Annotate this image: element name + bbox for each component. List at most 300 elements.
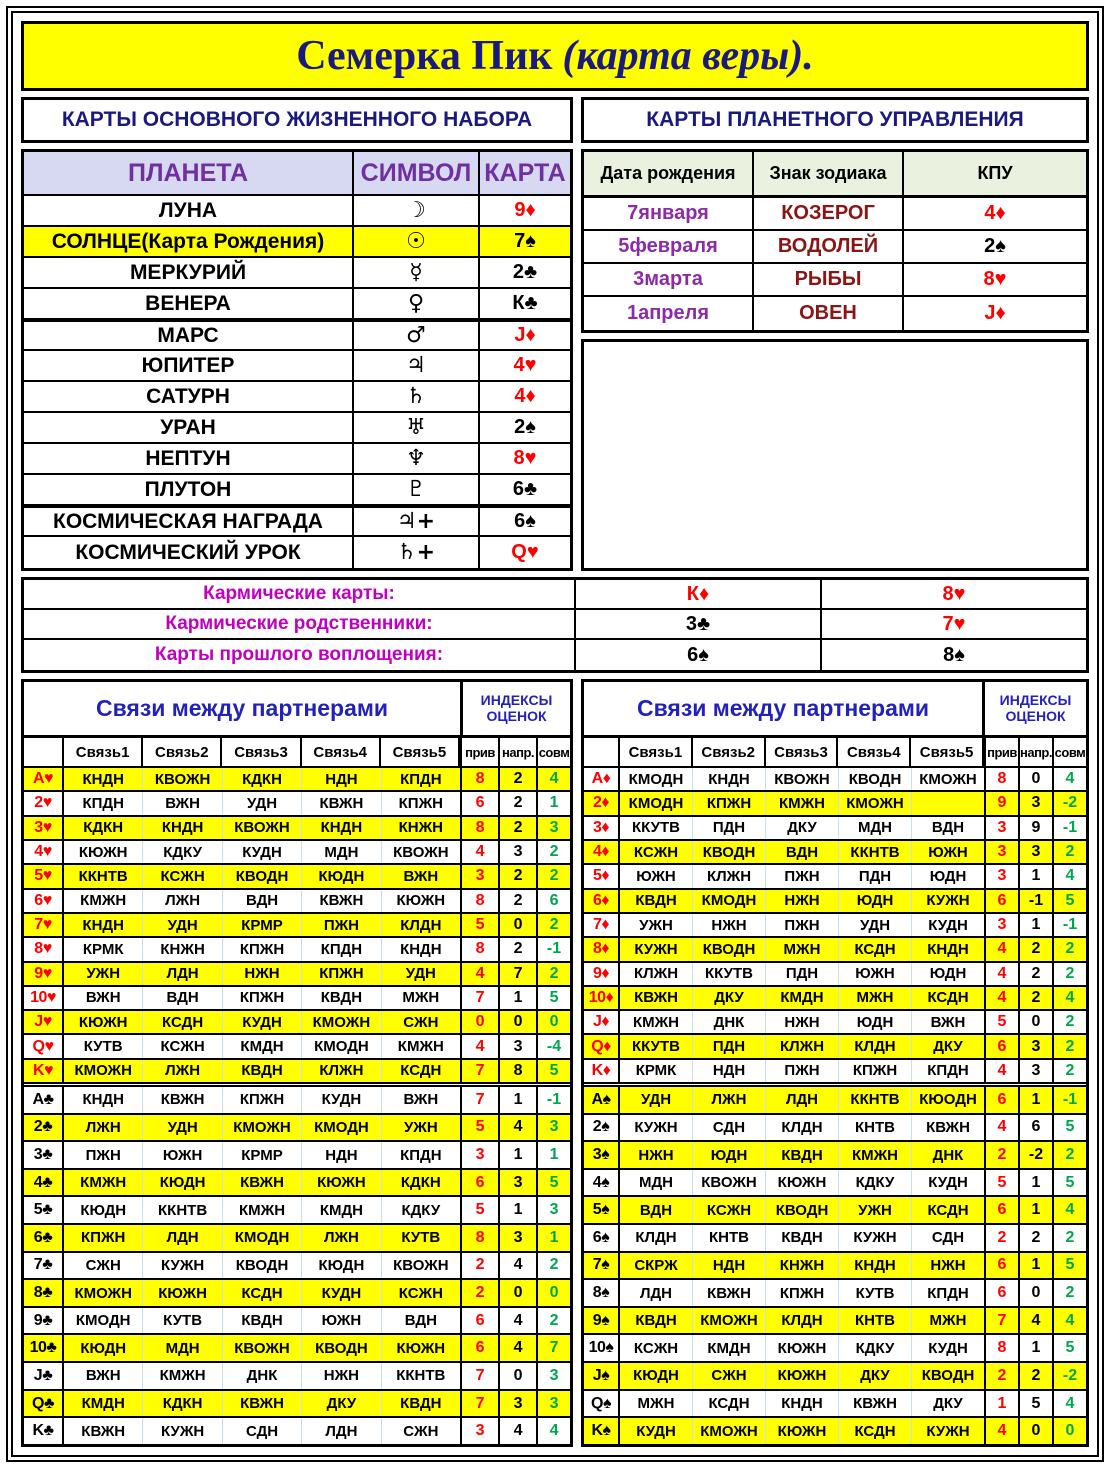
index-priv: 6	[984, 890, 1018, 912]
zodiac-row	[584, 297, 1086, 330]
planet-symbol-icon: ♃	[354, 351, 480, 380]
link-cell: КЮОДН	[919, 1091, 977, 1109]
link-cell: ЛЖН	[693, 1087, 766, 1113]
link-cell: ВЖН	[403, 867, 439, 885]
link-cell: КНДН	[927, 940, 969, 958]
link-cell: КПЖН	[398, 794, 443, 812]
planet-symbol-icon: ♃+	[354, 508, 480, 535]
index-napr: 1	[1018, 1253, 1052, 1279]
link-cell: ПЖН	[766, 865, 839, 887]
page	[6, 6, 1104, 1462]
index-napr: 1	[1018, 1197, 1052, 1223]
index-sovm: -1	[1052, 1087, 1086, 1113]
planet-name: УРАН	[24, 413, 354, 442]
partner-section-diamonds	[584, 768, 1086, 1082]
link-cell: КНДН	[766, 1391, 839, 1417]
link-cell: СЖН	[64, 1253, 143, 1279]
index-napr: 1	[498, 1087, 536, 1113]
partner-table-title-row	[584, 682, 1086, 738]
link-cell: ЮЖН	[620, 865, 693, 887]
link-cell: КЮЖН	[64, 1011, 143, 1033]
index-priv: 8	[460, 768, 498, 790]
index-priv: 2	[984, 1142, 1018, 1168]
link-cell: НЖН	[620, 1142, 693, 1168]
index-napr: 3	[498, 1035, 536, 1057]
karmic-label: Кармические карты:	[24, 580, 576, 608]
index-napr: 0	[1018, 1418, 1052, 1444]
card-label: 3♦	[584, 817, 620, 839]
link-cell: ЛДН	[302, 1418, 381, 1444]
index-napr: -2	[1018, 1142, 1052, 1168]
link-cell: КСДН	[839, 938, 912, 960]
planet-table-body	[24, 196, 570, 568]
link-cell: КВОДН	[766, 1197, 839, 1223]
card-label: J♦	[584, 1011, 620, 1033]
partner-row	[584, 963, 1086, 987]
index-priv: 4	[460, 1035, 498, 1057]
planet-name: САТУРН	[24, 382, 354, 411]
index-napr: 2	[498, 817, 536, 839]
link-cell: КЮЖН	[396, 892, 446, 910]
link-cell: КЮЖН	[64, 841, 143, 863]
index-sovm: 4	[1052, 1197, 1086, 1223]
zodiac-table-body	[584, 198, 1086, 330]
card-label: 5♣	[24, 1197, 64, 1223]
link-cell: КСДН	[143, 1011, 222, 1033]
planet-card: Q♥	[511, 541, 539, 563]
link-cell: КМОЖН	[223, 1115, 302, 1141]
index-napr: 2	[498, 890, 536, 912]
card-label: J♠	[584, 1363, 620, 1389]
partner-row	[584, 987, 1086, 1011]
index-priv: 5	[984, 1170, 1018, 1196]
link-cell: КСЖН	[143, 865, 222, 887]
partner-section-hearts	[24, 768, 570, 1082]
card-label: 6♠	[584, 1225, 620, 1251]
index-priv: 4	[984, 1115, 1018, 1141]
link-cell: ДНК	[932, 1146, 964, 1164]
link-cell: КВЖН	[620, 987, 693, 1009]
link-cell: ЮДН	[929, 867, 967, 885]
link-cell: КЮДН	[143, 1170, 222, 1196]
planet-name: ЮПИТЕР	[24, 351, 354, 380]
link-cell: КВОЖН	[693, 1170, 766, 1196]
link-cell: КМОДН	[302, 1035, 381, 1057]
index-priv: 2	[984, 1363, 1018, 1389]
link-cell: МЖН	[402, 989, 440, 1007]
partner-row	[584, 1225, 1086, 1253]
link-cell: КЛЖН	[766, 1035, 839, 1057]
link-cell: КМДН	[693, 1335, 766, 1361]
index-priv: 7	[460, 1363, 498, 1389]
partner-row	[24, 1335, 570, 1363]
birthdate: 1апреля	[584, 297, 754, 330]
planet-row	[24, 382, 570, 413]
index-priv: 8	[984, 768, 1018, 790]
partner-row	[584, 1087, 1086, 1115]
link-cell: КДКУ	[839, 1335, 912, 1361]
link-cell: КВОЖН	[393, 1256, 449, 1274]
index-priv: 3	[984, 865, 1018, 887]
index-priv: 6	[460, 1170, 498, 1196]
index-priv: 3	[984, 914, 1018, 936]
link-cell: КЮЖН	[302, 1170, 381, 1196]
index-napr: 4	[498, 1335, 536, 1361]
link-cell: КВЖН	[143, 1087, 222, 1113]
link-cell: КЮДН	[302, 865, 381, 887]
partner-row	[24, 841, 570, 865]
card-label: J♣	[24, 1363, 64, 1389]
link-cell: КУДН	[223, 1011, 302, 1033]
card-label: 5♠	[584, 1197, 620, 1223]
index-napr: 2	[1018, 963, 1052, 985]
link-cell: КМЖН	[839, 1142, 912, 1168]
index-napr: 1	[498, 1197, 536, 1223]
link-cell: КНТВ	[693, 1225, 766, 1251]
index-column-header: прив	[984, 738, 1018, 766]
index-sovm: 3	[536, 1115, 570, 1141]
link-cell: ПЖН	[64, 1142, 143, 1168]
link-cell: КМЖН	[397, 1038, 444, 1056]
link-cell: СДН	[931, 1229, 965, 1247]
link-cell: КУДН	[928, 916, 968, 934]
card-label: A♦	[584, 768, 620, 790]
index-sovm: 2	[536, 865, 570, 887]
link-cell: ВЖН	[64, 987, 143, 1009]
planet-row	[24, 351, 570, 382]
link-cell: КПДН	[64, 792, 143, 814]
link-cell: КМЖН	[64, 1170, 143, 1196]
link-cell: ПДН	[839, 865, 912, 887]
index-priv: 3	[460, 1418, 498, 1444]
link-cell: ЛЖН	[143, 890, 222, 912]
link-cell: ВДН	[404, 1312, 437, 1330]
link-cell: ПЖН	[302, 914, 381, 936]
link-cell: КУЖН	[926, 1422, 970, 1440]
partner-row	[584, 938, 1086, 962]
link-cell: ЮЖН	[302, 1308, 381, 1334]
index-priv: 2	[984, 1225, 1018, 1251]
link-cell: МЖН	[929, 1312, 967, 1330]
link-cell: ЮДН	[929, 965, 967, 983]
link-cell: КРМР	[223, 914, 302, 936]
index-priv: 4	[460, 841, 498, 863]
index-sovm: 2	[1052, 1035, 1086, 1057]
link-cell: ВЖН	[930, 1013, 966, 1031]
index-column-header: напр.	[498, 738, 536, 766]
kpu-card: 2♠	[984, 235, 1006, 257]
index-sovm: 4	[1052, 768, 1086, 790]
link-cell: КПЖН	[766, 1280, 839, 1306]
link-cell: КСЖН	[693, 1197, 766, 1223]
index-napr: 4	[498, 1418, 536, 1444]
index-priv: 6	[984, 1035, 1018, 1057]
planet-name: ВЕНЕРА	[24, 289, 354, 318]
index-sovm: 5	[1052, 1253, 1086, 1279]
link-cell: КМЖН	[64, 890, 143, 912]
card-label: 6♦	[584, 890, 620, 912]
link-cell: КУДН	[302, 1087, 381, 1113]
indexes-header: ИНДЕКСЫ ОЦЕНОК	[460, 682, 570, 735]
link-cell: ПЖН	[766, 1060, 839, 1082]
index-napr: 0	[498, 1280, 536, 1306]
planet-card: 2♣	[512, 261, 538, 283]
partner-row	[584, 1308, 1086, 1336]
planet-row	[24, 227, 570, 258]
partner-row	[24, 938, 570, 962]
index-sovm: 5	[1052, 1115, 1086, 1141]
partner-row	[584, 865, 1086, 889]
link-cell: КВЖН	[223, 1391, 302, 1417]
index-priv: 7	[460, 1087, 498, 1113]
link-cell: КУТВ	[839, 1280, 912, 1306]
index-sovm: 0	[536, 1280, 570, 1306]
planet-card: 4♥	[513, 354, 537, 376]
planet-symbol-icon: ♅	[354, 413, 480, 442]
planet-card: 9♦	[514, 199, 536, 221]
link-cell: КУЖН	[620, 938, 693, 960]
partner-table-left	[21, 679, 573, 1447]
karmic-label: Кармические родственники:	[24, 610, 576, 638]
link-cell: КМОДН	[302, 1115, 381, 1141]
index-sovm: 4	[1052, 865, 1086, 887]
link-cell: КУДН	[928, 1174, 968, 1192]
index-napr: 0	[1018, 768, 1052, 790]
planet-row	[24, 413, 570, 444]
index-napr: 3	[498, 1170, 536, 1196]
partner-row	[24, 1170, 570, 1198]
index-sovm: 1	[536, 792, 570, 814]
link-cell: КПДН	[400, 1146, 442, 1164]
partner-row	[584, 1060, 1086, 1082]
card-label: A♠	[584, 1087, 620, 1113]
index-sovm: -1	[1052, 914, 1086, 936]
index-napr: 3	[498, 1391, 536, 1417]
index-napr: 1	[1018, 1087, 1052, 1113]
card-label: 2♠	[584, 1115, 620, 1141]
card-label: 9♥	[24, 963, 64, 985]
partner-row	[584, 1335, 1086, 1363]
link-cell: ДКУ	[933, 1038, 963, 1056]
link-cell: КМОДН	[64, 1308, 143, 1334]
kpu-card: J♦	[984, 302, 1006, 324]
link-cell: КВОДН	[223, 1253, 302, 1279]
index-priv: 3	[460, 865, 498, 887]
index-napr: 7	[498, 963, 536, 985]
index-priv: 6	[460, 1335, 498, 1361]
link-cell: УЖН	[64, 963, 143, 985]
link-cell: КСДН	[839, 1418, 912, 1444]
link-cell: КМДН	[766, 987, 839, 1009]
zodiac-sign: РЫБЫ	[754, 264, 904, 295]
partner-row	[24, 768, 570, 792]
zodiac-table	[581, 149, 1089, 333]
index-column-header: совм	[536, 738, 570, 766]
partner-row	[24, 1011, 570, 1035]
card-label: 5♦	[584, 865, 620, 887]
index-priv: 8	[460, 890, 498, 912]
link-cell: КНДН	[64, 1087, 143, 1113]
link-cell: КВОЖН	[766, 768, 839, 790]
index-priv: 7	[984, 1308, 1018, 1334]
link-cell: КУЖН	[839, 1225, 912, 1251]
partner-row	[584, 1011, 1086, 1035]
link-cell: ЮЖН	[839, 963, 912, 985]
kpu-card: 8♥	[983, 268, 1007, 290]
link-cell: КПЖН	[223, 987, 302, 1009]
link-cell: КСДН	[927, 989, 969, 1007]
card-label: 7♣	[24, 1253, 64, 1279]
index-sovm: -2	[1052, 1363, 1086, 1389]
link-cell: КУЖН	[143, 1418, 222, 1444]
index-sovm: 4	[1052, 1308, 1086, 1334]
link-cell: КВДН	[620, 1308, 693, 1334]
index-priv: 3	[460, 1142, 498, 1168]
link-cell: УЖН	[403, 1118, 438, 1136]
index-priv: 6	[984, 1253, 1018, 1279]
link-cell: ЛДН	[766, 1087, 839, 1113]
link-cell: ЛДН	[143, 1225, 222, 1251]
link-cell: КМЖН	[766, 792, 839, 814]
link-cell	[912, 792, 984, 814]
partner-row	[24, 1418, 570, 1444]
link-cell: КСЖН	[398, 1284, 443, 1302]
index-sovm: 3	[536, 1197, 570, 1223]
planet-name: СОЛНЦЕ(Карта Рождения)	[24, 227, 354, 256]
link-cell: НЖН	[930, 1256, 966, 1274]
link-cell: ККУТВ	[693, 963, 766, 985]
section-headers-row	[21, 97, 1089, 143]
link-column-header: Связь5	[381, 738, 460, 766]
partner-subheader-row	[24, 738, 570, 768]
link-cell: КНЖН	[398, 819, 444, 837]
link-cell: КВОДН	[693, 841, 766, 863]
card-label: K♣	[24, 1418, 64, 1444]
link-cell: КНДН	[693, 768, 766, 790]
partner-section-spades	[584, 1082, 1086, 1444]
link-cell: КДКН	[64, 817, 143, 839]
link-cell: ЛДН	[143, 963, 222, 985]
index-sovm: 4	[1052, 987, 1086, 1009]
index-napr: 3	[1018, 792, 1052, 814]
karmic-row	[24, 610, 1086, 640]
index-sovm: -1	[536, 938, 570, 960]
card-label: 3♥	[24, 817, 64, 839]
link-cell: ЛЖН	[143, 1060, 222, 1082]
link-cell: КМОЖН	[919, 770, 977, 788]
card-label: 8♦	[584, 938, 620, 960]
index-sovm: 0	[536, 1011, 570, 1033]
index-napr: 2	[498, 865, 536, 887]
link-cell: ПЖН	[766, 914, 839, 936]
index-napr: 9	[1018, 817, 1052, 839]
link-cell: СЖН	[403, 1422, 439, 1440]
planet-name: МАРС	[24, 322, 354, 349]
empty-cell	[581, 339, 1089, 571]
planet-symbol-icon: ♇	[354, 475, 480, 504]
index-priv: 6	[984, 1280, 1018, 1306]
link-column-header: Связь1	[64, 738, 143, 766]
index-sovm: 5	[536, 1170, 570, 1196]
partner-row	[24, 1035, 570, 1059]
partner-row	[584, 1253, 1086, 1281]
link-cell: КВЖН	[223, 1170, 302, 1196]
planet-row	[24, 196, 570, 227]
partner-row	[24, 1197, 570, 1225]
link-cell: КЮДН	[620, 1363, 693, 1389]
link-cell: ЮДН	[839, 1011, 912, 1033]
index-napr: 0	[498, 1363, 536, 1389]
link-cell: УДН	[143, 914, 222, 936]
link-cell: КВДН	[223, 1308, 302, 1334]
partner-table-title: Связи между партнерами	[95, 695, 389, 721]
link-cell: КМОДН	[693, 890, 766, 912]
link-cell: КЛЖН	[620, 963, 693, 985]
index-priv: 8	[460, 817, 498, 839]
planet-symbol-icon: ♆	[354, 444, 480, 473]
link-cell: КСДН	[400, 1062, 442, 1080]
index-sovm: 5	[536, 1060, 570, 1082]
index-napr: 6	[1018, 1115, 1052, 1141]
link-cell: ККНТВ	[396, 1367, 446, 1385]
planet-name: ПЛУТОН	[24, 475, 354, 504]
index-column-header: совм	[1052, 738, 1086, 766]
link-cell: ДКУ	[933, 1395, 963, 1412]
link-cell: НДН	[693, 1253, 766, 1279]
index-sovm: 2	[1052, 1280, 1086, 1306]
link-cell: КВДН	[766, 1142, 839, 1168]
index-sovm: 1	[536, 1142, 570, 1168]
zodiac-sign: КОЗЕРОГ	[754, 198, 904, 229]
link-cell: КМОЖН	[839, 792, 912, 814]
link-column-header: Связь4	[838, 738, 911, 766]
index-napr: 2	[1018, 1225, 1052, 1251]
link-cell: КДКН	[400, 1174, 441, 1192]
card-label: 4♥	[24, 841, 64, 863]
karmic-card: 7♥	[942, 612, 966, 635]
card-label: 9♦	[584, 963, 620, 985]
partner-row	[584, 1115, 1086, 1143]
link-cell: КСЖН	[143, 1035, 222, 1057]
zodiac-row	[584, 198, 1086, 231]
card-label: 6♥	[24, 890, 64, 912]
link-cell: НЖН	[302, 1363, 381, 1389]
link-cell: КНТВ	[839, 1115, 912, 1141]
index-napr: 4	[498, 1308, 536, 1334]
partner-row	[24, 963, 570, 987]
link-cell: КНДН	[302, 817, 381, 839]
link-cell: МЖН	[839, 987, 912, 1009]
card-label: 3♣	[24, 1142, 64, 1168]
planet-row	[24, 506, 570, 537]
index-napr: 4	[498, 1253, 536, 1279]
index-napr: 3	[1018, 841, 1052, 863]
link-cell: КУТВ	[143, 1308, 222, 1334]
link-cell: ЮДН	[693, 1142, 766, 1168]
link-cell: КПДН	[400, 770, 442, 788]
index-napr: 2	[498, 768, 536, 790]
link-cell: НЖН	[223, 963, 302, 985]
index-sovm: 3	[536, 817, 570, 839]
link-cell: КПЖН	[223, 1087, 302, 1113]
link-cell: МДН	[302, 841, 381, 863]
link-cell: УДН	[405, 965, 436, 983]
birthdate: 5февраля	[584, 231, 754, 262]
index-napr: 2	[498, 792, 536, 814]
index-priv: 3	[984, 841, 1018, 863]
link-cell: КВЖН	[302, 890, 381, 912]
karmic-card: 3♣	[576, 610, 822, 638]
